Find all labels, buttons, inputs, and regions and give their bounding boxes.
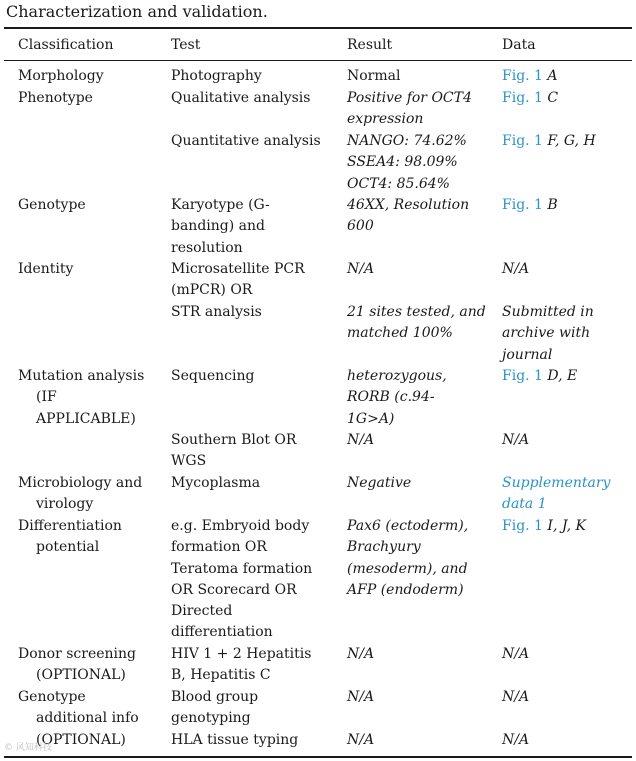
cell-result: N/A: [347, 261, 375, 277]
cell-data: N/A: [502, 689, 530, 705]
table-header-rule: [4, 60, 632, 61]
cell-result: N/A: [347, 732, 375, 748]
cell-data: [502, 88, 632, 109]
cell-classification: Phenotype: [18, 90, 93, 106]
cell-result: N/A: [347, 689, 375, 705]
cell-test: Southern Blot OR WGS: [171, 432, 297, 470]
cell-result: Negative: [347, 475, 412, 491]
figure-link[interactable]: Fig. 1: [502, 368, 543, 384]
cell-result: 46XX, Resolution 600: [347, 197, 470, 235]
cell-data: [502, 366, 632, 387]
cell-classification: Identity: [18, 261, 74, 277]
cell-result: Pax6 (ectoderm), Brachyury (mesoderm), and AFP (endoderm): [347, 518, 469, 598]
cell-test: Quantitative analysis: [171, 133, 321, 149]
cell-result: 21 sites tested, and matched 100%: [347, 304, 486, 342]
cell-classification: Morphology: [18, 68, 104, 84]
cell-classification: Differentiation potential: [18, 518, 122, 556]
figure-link[interactable]: Fig. 1: [502, 68, 543, 84]
figure-link[interactable]: Fig. 1: [502, 90, 543, 106]
table-row: [0, 66, 636, 88]
cell-data: Submitted in archive with journal: [502, 304, 594, 363]
cell-data: N/A: [502, 432, 530, 448]
cell-result: N/A: [347, 432, 375, 448]
cell-test: HLA tissue typing: [171, 732, 299, 748]
cell-classification: Genotype: [18, 197, 86, 213]
figure-link[interactable]: Fig. 1: [502, 133, 543, 149]
table-header-row: [0, 34, 636, 56]
cell-test: Photography: [171, 68, 262, 84]
watermark: © 风知科技: [4, 743, 52, 753]
figure-panels: C: [542, 90, 559, 106]
table-body: [0, 66, 636, 752]
cell-result: heterozygous, RORB (c.94- 1G>A): [347, 368, 447, 427]
cell-result: N/A: [347, 646, 375, 662]
supplementary-link[interactable]: Supplementary data 1: [502, 475, 611, 513]
figure-link[interactable]: Fig. 1: [502, 518, 543, 534]
figure-panels: B: [542, 197, 558, 213]
cell-result: NANGO: 74.62% SSEA4: 98.09% OCT4: 85.64%: [347, 133, 467, 192]
cell-result: Positive for OCT4 expression: [347, 90, 472, 128]
cell-test: Karyotype (G- banding) and resolution: [171, 197, 270, 256]
cell-data: [502, 473, 632, 516]
table-row: [0, 644, 636, 687]
cell-data: [502, 131, 632, 152]
table-row: [0, 302, 636, 366]
table-row: [0, 131, 636, 195]
cell-result: Normal: [347, 68, 401, 84]
cell-test: STR analysis: [171, 304, 262, 320]
figure-panels: D, E: [542, 368, 578, 384]
figure-panels: A: [542, 68, 558, 84]
table-row: [0, 730, 636, 752]
table-top-rule: [4, 27, 632, 29]
cell-data: [502, 516, 632, 537]
table-row: [0, 516, 636, 644]
cell-data: N/A: [502, 732, 530, 748]
figure-link[interactable]: Fig. 1: [502, 197, 543, 213]
table-row: [0, 88, 636, 131]
cell-test: Microsatellite PCR (mPCR) OR: [171, 261, 305, 299]
cell-classification: Microbiology and virology: [18, 475, 143, 513]
cell-classification: Genotype additional info (OPTIONAL): [18, 689, 139, 748]
table-caption: Characterization and validation.: [6, 2, 268, 21]
cell-classification: Mutation analysis (IF APPLICABLE): [18, 368, 145, 427]
cell-data: N/A: [502, 646, 530, 662]
table-row: [0, 195, 636, 259]
cell-test: Sequencing: [171, 368, 255, 384]
table-row: [0, 430, 636, 473]
figure-panels: I, J, K: [542, 518, 587, 534]
cell-test: Qualitative analysis: [171, 90, 311, 106]
cell-data: N/A: [502, 261, 530, 277]
cell-test: HIV 1 + 2 Hepatitis B, Hepatitis C: [171, 646, 312, 684]
header-result: Result: [347, 37, 393, 53]
figure-panels: F, G, H: [542, 133, 596, 149]
cell-data: [502, 66, 632, 87]
cell-test: Blood group genotyping: [171, 689, 259, 727]
table-row: [0, 473, 636, 516]
table-bottom-rule: [4, 756, 632, 758]
header-data: Data: [502, 37, 536, 53]
table-row: [0, 366, 636, 430]
cell-classification: Donor screening (OPTIONAL): [18, 646, 137, 684]
cell-test: e.g. Embryoid body formation OR Teratoma formation OR Scorecard OR Directed differentiation: [171, 518, 313, 641]
cell-test: Mycoplasma: [171, 475, 261, 491]
cell-data: [502, 195, 632, 216]
header-classification: Classification: [18, 37, 114, 53]
header-test: Test: [171, 37, 201, 53]
table-row: [0, 259, 636, 302]
